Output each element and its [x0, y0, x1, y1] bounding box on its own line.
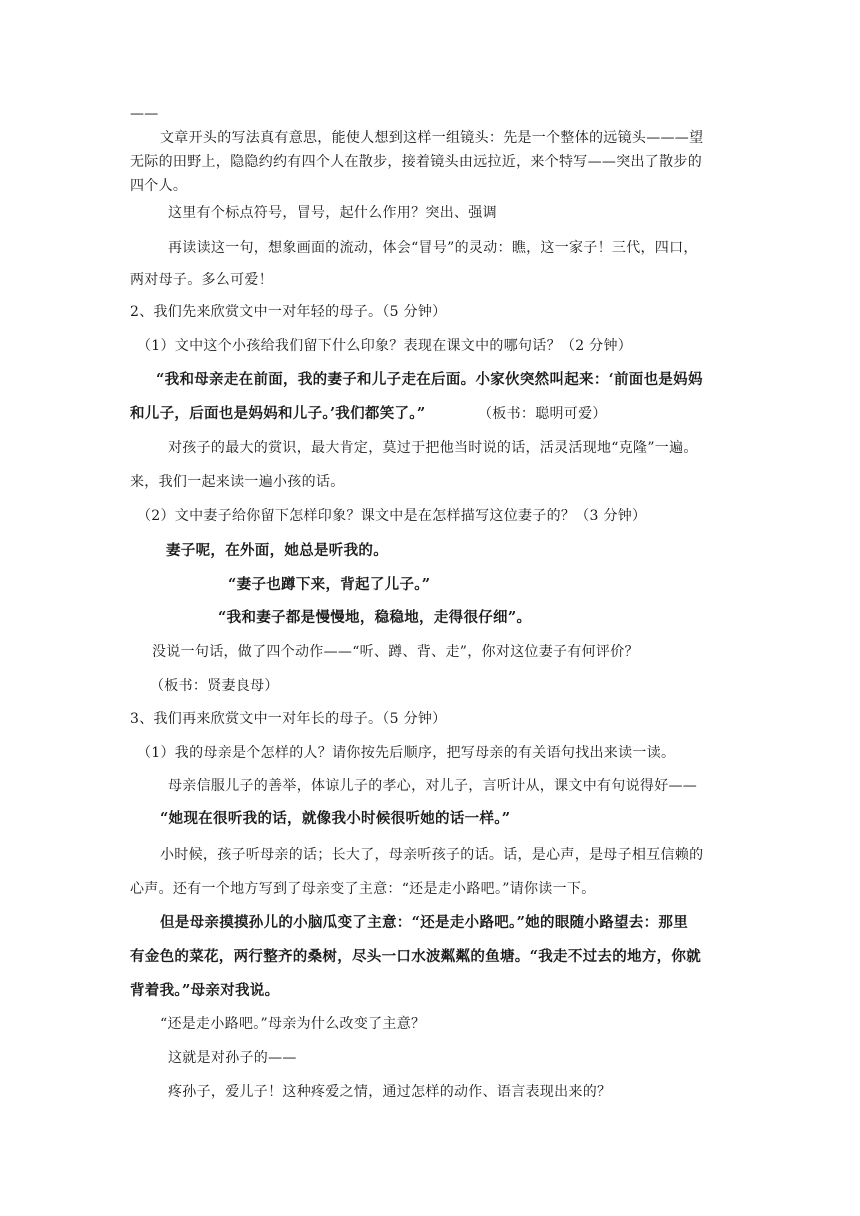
paragraph-line: 对孩子的最大的赏识，最大肯定，莫过于把他当时说的话，活灵活现地“克隆”一遍。	[168, 440, 698, 456]
paragraph-line: 文章开头的写法真有意思，能使人想到这样一组镜头：先是一个整体的远镜头———望	[160, 130, 704, 146]
board-note: （板书：聪明可爱）	[478, 406, 607, 422]
paragraph-line: 没说一句话，做了四个动作——“听、蹲、背、走”，你对这位妻子有何评价？	[152, 644, 639, 660]
question-line: （1）我的母亲是个怎样的人？请你按先后顺序，把写母亲的有关语句找出来读一读。	[137, 745, 676, 761]
paragraph-line: “还是走小路吧。”母亲为什么改变了主意？	[160, 1016, 426, 1032]
quote-line: 但是母亲摸摸孙儿的小脑瓜变了主意：“还是走小路吧。”她的眼随小路望去：那里	[160, 914, 689, 931]
dash-line: ——	[130, 106, 159, 122]
paragraph-line: 母亲信服儿子的善举，体谅儿子的孝心，对儿子，言听计从，课文中有句说得好——	[168, 778, 698, 794]
paragraph-line: 疼孙子，爱儿子！这种疼爱之情，通过怎样的动作、语言表现出来的？	[168, 1084, 612, 1100]
board-note: （板书：贤妻良母）	[150, 678, 279, 694]
quote-line: 背着我。”母亲对我说。	[130, 982, 280, 999]
quote-line: 妻子呢，在外面，她总是听我的。	[166, 542, 388, 559]
paragraph-line: 这就是对孙子的——	[168, 1050, 297, 1066]
section-heading: 2、我们先来欣赏文中一对年轻的母子。（5 分钟）	[130, 304, 447, 320]
paragraph-line: 这里有个标点符号，冒号，起什么作用？突出、强调	[168, 205, 497, 221]
paragraph-line: 两对母子。多么可爱！	[130, 272, 273, 288]
paragraph-line: 小时候，孩子听母亲的话；长大了，母亲听孩子的话。话，是心声，是母子相互信赖的	[160, 847, 704, 863]
quote-line: 有金色的菜花，两行整齐的桑树，尽头一口水波粼粼的鱼塘。“我走不过去的地方，你就	[130, 948, 702, 965]
quote-line: “她现在很听我的话，就像我小时候很听她的话一样。”	[160, 810, 511, 827]
section-heading: 3、我们再来欣赏文中一对年长的母子。（5 分钟）	[130, 711, 447, 727]
question-line: （2）文中妻子给你留下怎样印象？课文中是在怎样描写这位妻子的？（3 分钟）	[137, 508, 647, 524]
question-line: （1）文中这个小孩给我们留下什么印象？表现在课文中的哪句话？（2 分钟）	[137, 338, 633, 354]
paragraph-line: 来，我们一起来读一遍小孩的话。	[130, 474, 345, 490]
paragraph-line: 四个人。	[130, 178, 188, 194]
quote-line: “妻子也蹲下来，背起了儿子。”	[228, 576, 431, 593]
paragraph-line: 再读读这一句，想象画面的流动，体会“冒号”的灵动：瞧，这一家子！三代，四口，	[168, 240, 698, 256]
quote-line: 和儿子，后面也是妈妈和儿子。’我们都笑了。”	[130, 405, 426, 422]
paragraph-line: 无际的田野上，隐隐约约有四个人在散步，接着镜头由远拉近，来个特写——突出了散步的	[130, 154, 702, 170]
quote-line: “我和母亲走在前面，我的妻子和儿子走在后面。小家伙突然叫起来：‘前面也是妈妈	[156, 371, 703, 388]
paragraph-line: 心声。还有一个地方写到了母亲变了主意：“还是走小路吧。”请你读一下。	[130, 881, 596, 897]
quote-line: “我和妻子都是慢慢地，稳稳地，走得很仔细”。	[218, 609, 532, 626]
